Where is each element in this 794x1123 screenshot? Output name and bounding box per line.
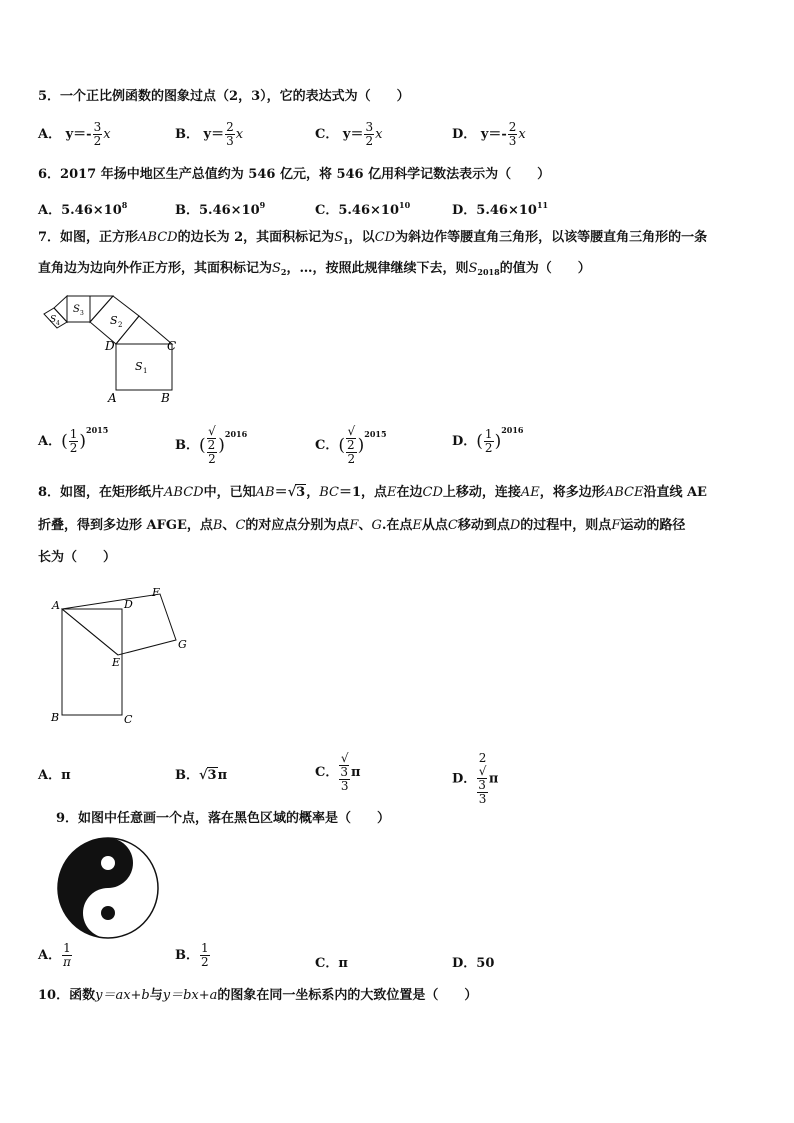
label-s3: S (73, 304, 80, 315)
q9-stem: 9．如图中任意画一个点，落在黑色区域的概率是（ ） (56, 811, 391, 826)
fraction: √ 2 2 (207, 424, 216, 466)
fraction: $\frac{1}{\pi}$ (62, 941, 71, 969)
q9-option-c[interactable]: C．π (315, 956, 348, 971)
q8-stem-line2: 折叠，得到多边形 AFGE，点B、C的对应点分别为点F、G.在点E从点C移动到点D的过程中，则点F运动的路径 (38, 518, 686, 533)
fraction: $\frac{3}{2}$ (365, 120, 374, 148)
q6-option-c[interactable]: C．$5.46\times 10^{10}$ (315, 200, 411, 218)
q6-option-b[interactable]: B．$5.46\times 10^9$ (175, 200, 266, 218)
label-f: F (152, 586, 160, 599)
q8-option-c[interactable]: C． √ 3 3 π (315, 751, 361, 793)
yin-yang-figure (56, 836, 160, 940)
q6-stem: 6．2017 年扬中地区生产总值约为 546 亿元，将 546 亿用科学记数法表示为（ ） (38, 167, 551, 182)
q9-option-d[interactable]: D．50 (452, 956, 495, 971)
q5-stem: 5．一个正比例函数的图象过点（2，3），它的表达式为（ ） (38, 89, 410, 104)
fraction: $\frac{1}{2}$ (201, 941, 209, 969)
q8-option-d[interactable]: D． 2 √ 3 3 π (452, 751, 499, 806)
fraction: $\frac{1}{2}$ (484, 427, 493, 455)
label-s2-sub: 2 (118, 321, 123, 329)
q9-option-b[interactable]: B． $\frac{1}{2}$ (175, 941, 209, 969)
q5-option-a[interactable]: A． y＝- $\frac{3}{2}$ x (38, 120, 111, 148)
q6-option-d[interactable]: D．$5.46\times 10^{11}$ (452, 200, 549, 218)
fraction: $\frac{2}{3}$ (508, 120, 517, 148)
q6-option-a[interactable]: A．$5.46\times 10^8$ (38, 200, 128, 218)
label-d: D (105, 339, 115, 353)
q10-stem: 10．函数y＝ax+b与y＝bx+a的图象在同一坐标系内的大致位置是（ ） (38, 988, 478, 1003)
q7-stem-line1: 7．如图，正方形ABCD的边长为 2，其面积标记为$S_1$，以CD为斜边作等腰直角三角形，以该等腰直角三角形的一条 (38, 230, 708, 246)
triangle-1 (116, 316, 172, 344)
q7-figure (36, 288, 186, 406)
q5-option-b[interactable]: B． y＝ $\frac{2}{3}$ x (175, 120, 244, 148)
q5-option-d[interactable]: D． y＝- $\frac{2}{3}$ x (452, 120, 526, 148)
fraction: √ 3 3 (340, 751, 349, 793)
label-a: A (52, 599, 60, 612)
label-b: B (51, 711, 60, 724)
label-s4: S (50, 315, 57, 325)
fraction: $\frac{2}{3}$ (226, 120, 234, 148)
label-s1-sub: 1 (143, 367, 148, 375)
q8-figure (40, 584, 200, 730)
fraction: √ 2 2 (347, 424, 356, 466)
label-g: G (178, 638, 187, 651)
label-s2: S (110, 314, 118, 327)
yin-dot (101, 856, 115, 870)
q8-stem-line1: 8．如图，在矩形纸片ABCD中，已知AB＝√3，BC＝1，点E在边CD上移动，连接AE，将多边形ABCE沿直线 AE (38, 485, 707, 500)
q8-stem-line3: 长为（ ） (38, 550, 117, 565)
q8-option-a[interactable]: A．π (38, 768, 71, 783)
fraction: $\frac{3}{2}$ (93, 120, 102, 148)
q7-option-d[interactable]: D．( $\frac{1}{2}$ )$^{2016}$ (452, 425, 524, 455)
polygon-afge (62, 594, 176, 655)
fraction: $\frac{1}{2}$ (69, 427, 78, 455)
q9-option-a[interactable]: A． $\frac{1}{\pi}$ (38, 941, 71, 969)
q8-option-b[interactable]: B．√3π (175, 768, 228, 783)
q5-option-c[interactable]: C． y＝ $\frac{3}{2}$ x (315, 120, 383, 148)
label-s1: S (135, 360, 143, 373)
q7-option-a[interactable]: A．( $\frac{1}{2}$ )$^{2015}$ (38, 425, 109, 455)
label-a: A (108, 391, 117, 405)
q7-option-c[interactable]: C．( √ 2 2 )$^{2015}$ (315, 424, 387, 466)
q7-stem-line2: 直角边为边向外作正方形，其面积标记为$S_2$，…，按照此规律继续下去，则$S_{2018}$的值为（ ） (38, 261, 591, 277)
label-s3-sub: 3 (80, 310, 84, 317)
label-e: E (112, 656, 121, 669)
label-c: C (167, 339, 177, 353)
label-b: B (161, 391, 170, 405)
label-c: C (124, 713, 133, 726)
label-d: D (124, 598, 133, 611)
yang-dot (101, 906, 115, 920)
fraction: 2 √ 3 3 (478, 751, 487, 806)
q7-option-b[interactable]: B．( √ 2 2 )$^{2016}$ (175, 424, 248, 466)
label-s4-sub: 4 (56, 320, 60, 327)
